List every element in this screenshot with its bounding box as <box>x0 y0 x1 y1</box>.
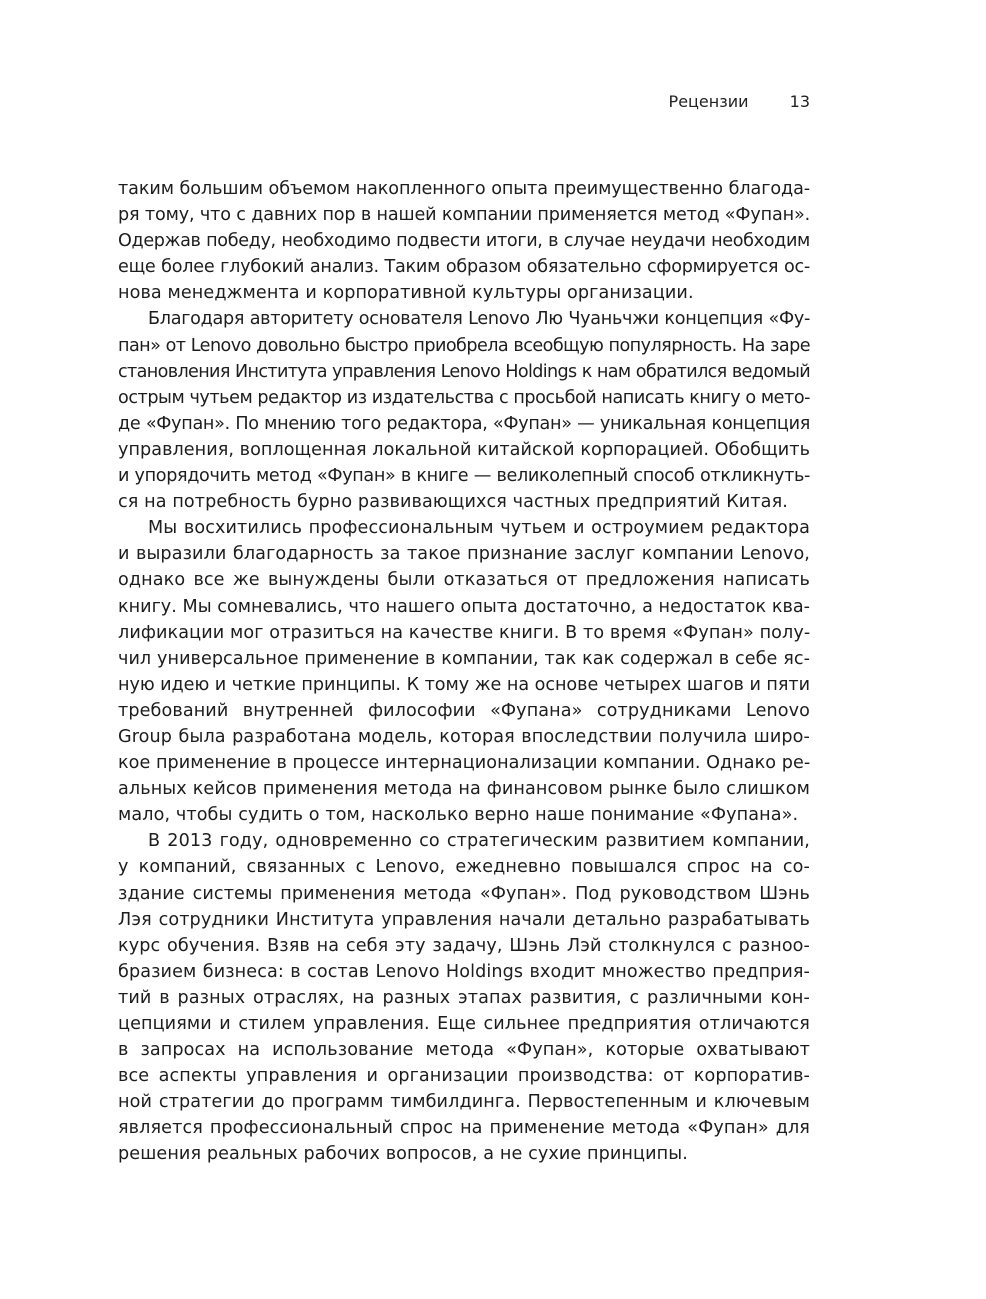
page-number: 13 <box>789 92 810 111</box>
text-line: ся на потребность бурно развивающихся частных предприятий Китая. <box>118 492 788 513</box>
text-line: однако все же вынуждены были отказаться от предложения написать <box>118 570 810 591</box>
text-line: нова менеджмента и корпоративной культуры организации. <box>118 283 694 304</box>
text-line: Лэя сотрудники Института управления начали детально разрабатывать <box>118 909 810 930</box>
text-line: ря тому, что с давних пор в нашей компании применяется метод «Фупан». <box>118 205 811 226</box>
text-line: Одержав победу, необходимо подвести итоги, в случае неудачи необходим <box>118 231 810 252</box>
text-line: де «Фупан». По мнению того редактора, «Фупан» — уникальная концепция <box>118 413 810 434</box>
text-line: и упорядочить метод «Фупан» в книге — великолепный способ откликнуть- <box>118 466 810 487</box>
text-line: ную идею и четкие принципы. К тому же на основе четырех шагов и пяти <box>118 674 810 695</box>
text-line: еще более глубокий анализ. Таким образом обязательно сформируется ос- <box>118 257 810 278</box>
running-header <box>669 91 810 113</box>
text-line: альных кейсов применения метода на финансовом рынке было слишком <box>118 779 810 800</box>
text-line: решения реальных рабочих вопросов, а не сухие принципы. <box>118 1144 688 1165</box>
text-line: мало, чтобы судить о том, насколько верно наше понимание «Фупана». <box>118 805 799 826</box>
text-line: здание системы применения метода «Фупан». Под руководством Шэнь <box>118 883 810 904</box>
text-line: курс обучения. Взяв на себя эту задачу, Шэнь Лэй столкнулся с разноо- <box>118 935 810 956</box>
text-line: В 2013 году, одновременно со стратегическим развитием компании, <box>148 831 810 852</box>
text-line: ной стратегии до программ тимбилдинга. Первостепенным и ключевым <box>118 1092 810 1113</box>
text-line: таким большим объемом накопленного опыта преимущественно благода- <box>118 179 810 199</box>
text-line: становления Института управления Lenovo Holdings к нам обратился ведомый <box>118 361 810 382</box>
section-title: Рецензии <box>668 92 749 111</box>
text-line: в запросах на использование метода «Фупан», которые охватывают <box>118 1040 810 1061</box>
paragraph <box>118 828 810 1167</box>
text-line: у компаний, связанных с Lenovo, ежедневно повышался спрос на со- <box>118 857 810 878</box>
text-line: пан» от Lenovo довольно быстро приобрела всеобщую популярность. На заре <box>118 335 810 356</box>
text-line: и выразили благодарность за такое признание заслуг компании Lenovo, <box>118 544 810 565</box>
paragraph <box>118 306 810 515</box>
paragraph <box>118 515 810 828</box>
text-line: тий в разных отраслях, на разных этапах развития, с различными кон- <box>118 987 810 1008</box>
body-text <box>118 176 810 1168</box>
text-line: требований внутренней философии «Фупана» сотрудниками Lenovo <box>118 700 810 721</box>
paragraph <box>118 176 810 306</box>
text-line: является профессиональный спрос на применение метода «Фупан» для <box>118 1118 810 1139</box>
text-line: Мы восхитились профессиональным чутьем и остроумием редактора <box>148 518 810 539</box>
text-line: острым чутьем редактор из издательства с просьбой написать книгу о мето- <box>118 387 811 408</box>
text-line: лификации мог отразиться на качестве книги. В то время «Фупан» полу- <box>118 622 811 643</box>
text-line: Group была разработана модель, которая впоследствии получила широ- <box>118 726 810 747</box>
text-line: все аспекты управления и организации производства: от корпоратив- <box>118 1066 810 1087</box>
text-line: чил универсальное применение в компании, так как содержал в себе яс- <box>118 648 810 669</box>
text-line: цепциями и стилем управления. Еще сильнее предприятия отличаются <box>118 1014 810 1034</box>
text-line: бразием бизнеса: в состав Lenovo Holdings входит множество предприя- <box>118 961 810 982</box>
text-line: управления, воплощенная локальной китайской корпорацией. Обобщить <box>118 439 810 460</box>
text-line: кое применение в процессе интернационализации компании. Однако ре- <box>118 753 811 774</box>
text-line: Благодаря авторитету основателя Lenovo Лю Чуаньчжи концепция «Фу- <box>148 309 810 330</box>
text-line: книгу. Мы сомневались, что нашего опыта достаточно, а недостаток ква- <box>118 596 810 617</box>
